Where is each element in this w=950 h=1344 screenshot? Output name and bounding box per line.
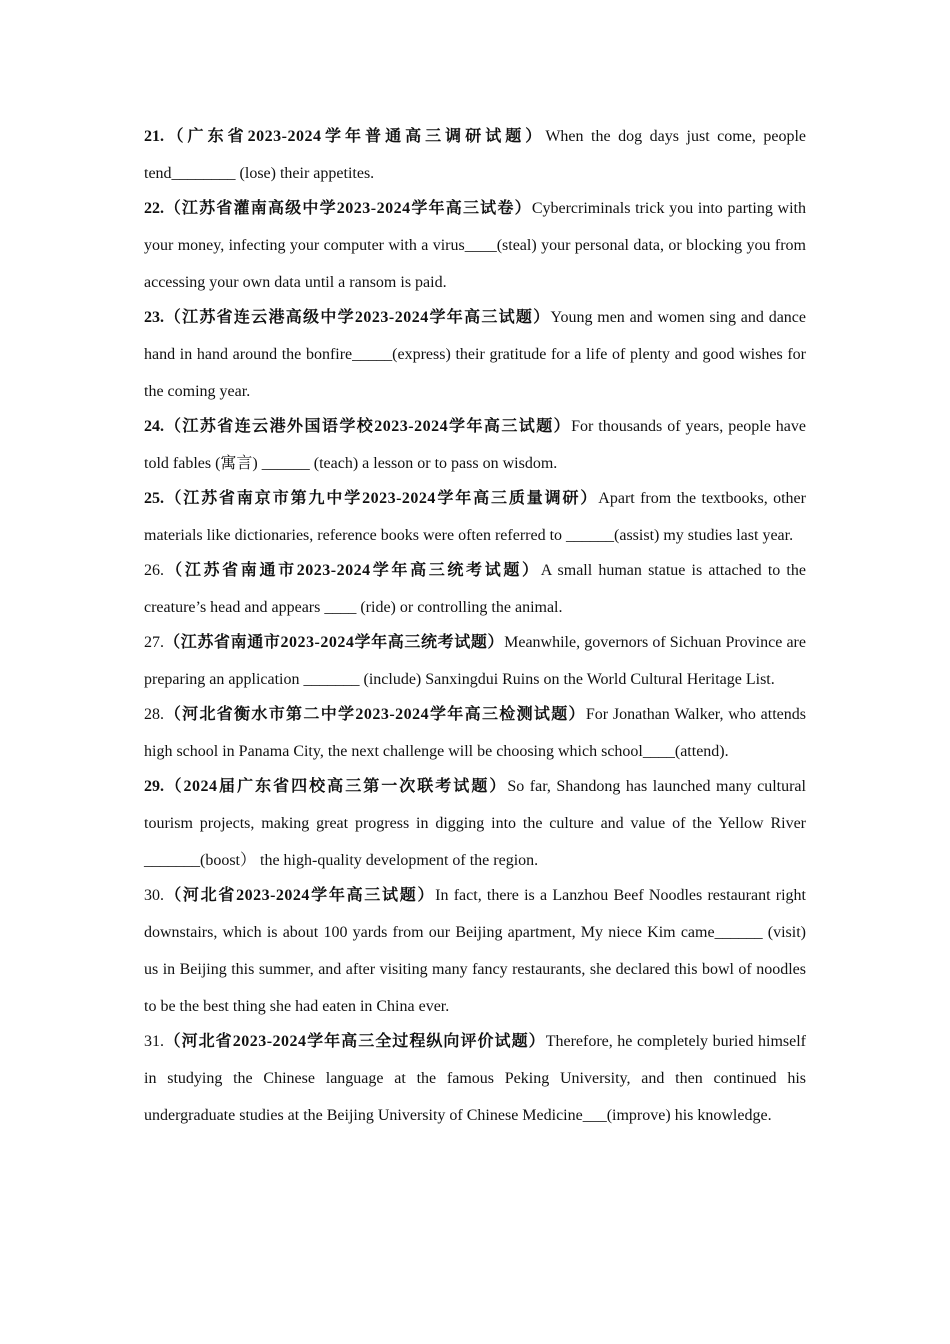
question-number: 28.: [144, 706, 164, 723]
question-text: A small human statue is attached to the creature’s head and appears ____ (ride) or controlling the animal.: [144, 562, 806, 616]
question-26: [144, 552, 806, 626]
question-text: Therefore, he completely buried himself in studying the Chinese language at the famous Peking University, and then continued his undergraduate studies at the Beijing University of Chinese Medicine___(improve) his knowledge.: [144, 1033, 806, 1124]
question-number: 25.: [144, 490, 164, 507]
question-number: 31.: [144, 1033, 164, 1050]
question-24: [144, 408, 806, 482]
question-text: So far, Shandong has launched many cultural tourism projects, making great progress in digging into the culture and value of the Yellow River _______(boost） the high-quality development of the region.: [144, 778, 806, 869]
question-source: （江苏省南京市第九中学2023-2024学年高三质量调研）: [164, 490, 599, 507]
question-text: Meanwhile, governors of Sichuan Province are preparing an application _______ (include) Sanxingdui Ruins on the World Cultural Heritage List.: [144, 634, 806, 688]
question-source: （江苏省连云港外国语学校2023-2024学年高三试题）: [164, 418, 572, 435]
question-28: [144, 696, 806, 770]
question-number: 30.: [144, 887, 164, 904]
question-number: 26.: [144, 562, 164, 579]
question-source: （江苏省南通市2023-2024学年高三统考试题）: [164, 562, 541, 579]
question-31: [144, 1023, 806, 1134]
question-number: 24.: [144, 418, 164, 435]
question-text: Young men and women sing and dance hand in hand around the bonfire_____(express) their gratitude for a life of plenty and good wishes for the coming year.: [144, 309, 806, 400]
question-source: （广东省2023-2024学年普通高三调研试题）: [164, 128, 546, 145]
question-25: [144, 480, 806, 554]
question-source: （河北省2023-2024学年高三全过程纵向评价试题）: [164, 1033, 546, 1050]
question-source: （河北省2023-2024学年高三试题）: [164, 887, 436, 904]
question-29: [144, 768, 806, 879]
question-number: 22.: [144, 200, 164, 217]
question-text: For Jonathan Walker, who attends high school in Panama City, the next challenge will be choosing which school____(attend).: [144, 706, 806, 760]
question-text: In fact, there is a Lanzhou Beef Noodles restaurant right downstairs, which is about 100 yards from our Beijing apartment, My niece Kim came______ (visit) us in Beijing this summer, and after visiting many fancy restaurants, she declared this bowl of noodles to be the best thing she had eaten in China ever.: [144, 887, 806, 1015]
question-source: （江苏省南通市2023-2024学年高三统考试题）: [164, 634, 505, 651]
question-source: （2024届广东省四校高三第一次联考试题）: [164, 778, 508, 795]
question-27: [144, 624, 806, 698]
question-number: 27.: [144, 634, 164, 651]
question-source: （河北省衡水市第二中学2023-2024学年高三检测试题）: [164, 706, 586, 723]
question-text: For thousands of years, people have told fables (寓言) ______ (teach) a lesson or to pass on wisdom.: [144, 418, 806, 472]
question-source: （江苏省连云港高级中学2023-2024学年高三试题）: [164, 309, 551, 326]
question-text: Apart from the textbooks, other materials like dictionaries, reference books were often referred to ______(assist) my studies last year.: [144, 490, 806, 544]
question-number: 23.: [144, 309, 164, 326]
question-number: 21.: [144, 128, 164, 145]
question-22: [144, 190, 806, 301]
question-21: [144, 118, 806, 192]
question-source: （江苏省灌南高级中学2023-2024学年高三试卷）: [164, 200, 532, 217]
question-number: 29.: [144, 778, 164, 795]
question-30: [144, 877, 806, 1025]
question-text: Cybercriminals trick you into parting with your money, infecting your computer with a virus____(steal) your personal data, or blocking you from accessing your own data until a ransom is paid.: [144, 200, 806, 291]
question-23: [144, 299, 806, 410]
question-list: [144, 118, 806, 1132]
question-text: When the dog days just come, people tend________ (lose) their appetites.: [144, 128, 806, 182]
